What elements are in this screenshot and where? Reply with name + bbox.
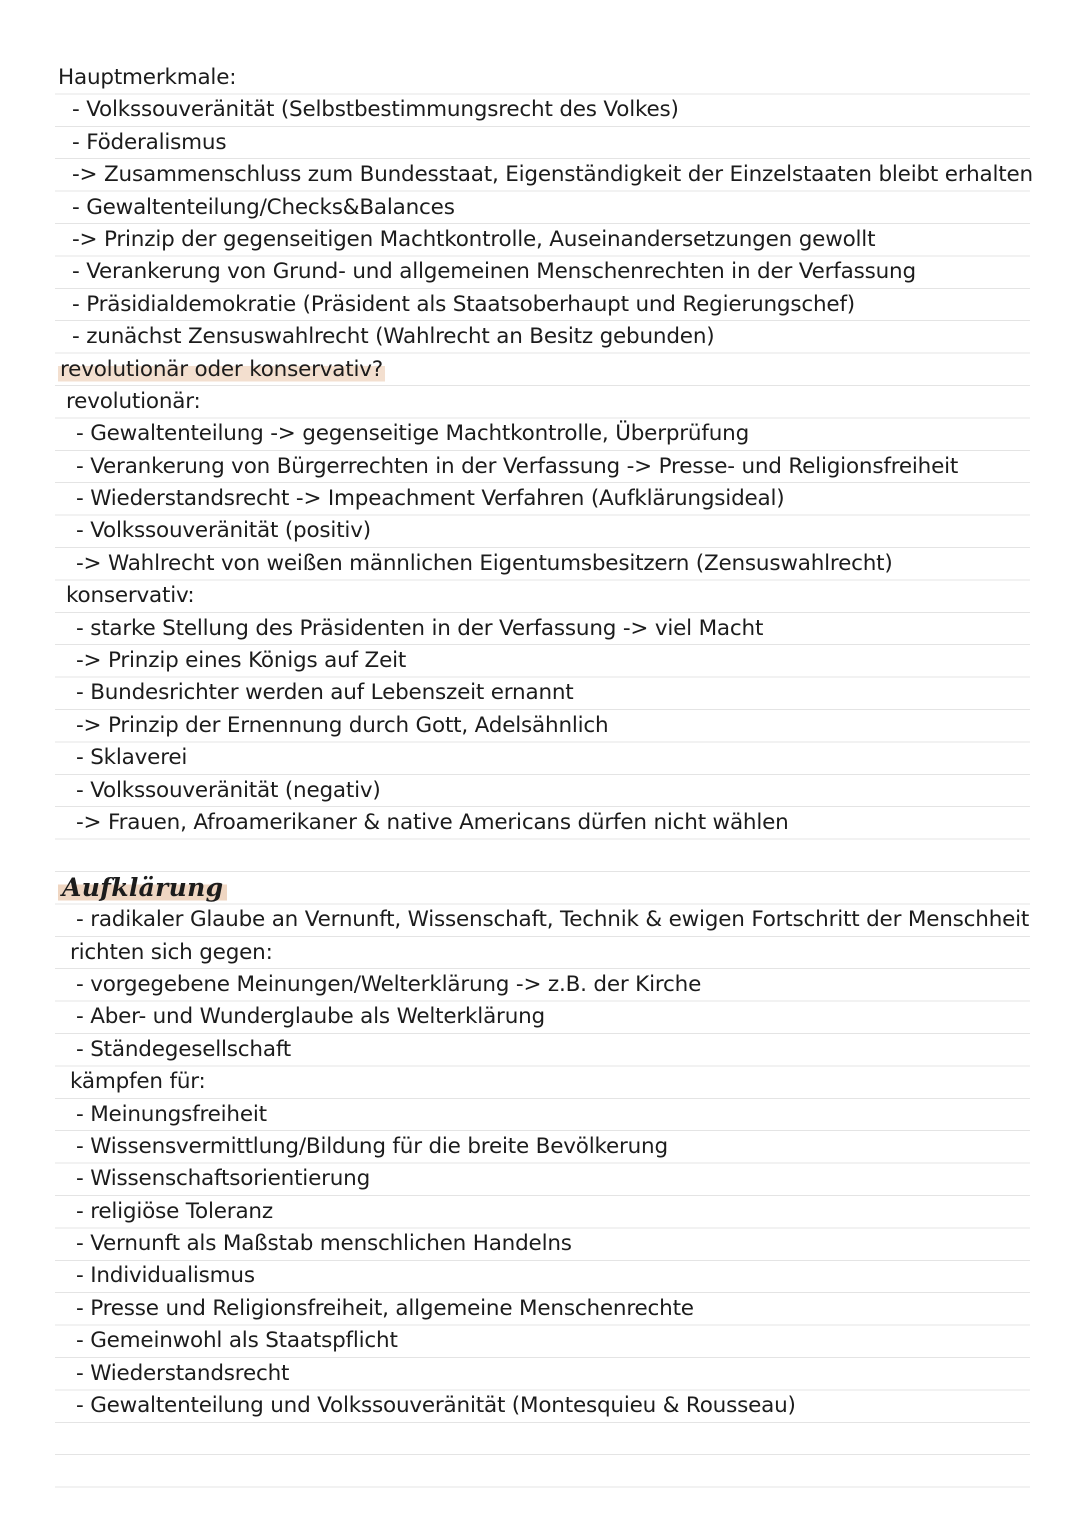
list-item: - Gemeinwohl als Staatspflicht [76,1328,398,1354]
list-item: - Sklaverei [76,745,188,771]
list-item: - Volkssouveränität (negativ) [76,777,381,803]
label-konservativ: konservativ: [66,583,195,609]
list-item: -> Zusammenschluss zum Bundesstaat, Eigenständigkeit der Einzelstaaten bleibt erhalten [72,162,1033,188]
list-item: - Verankerung von Bürgerrechten in der Verfassung -> Presse- und Religionsfreiheit [76,453,959,479]
notes-body [58,62,1033,1422]
list-item: - Präsidialdemokratie (Präsident als Staatsoberhaupt und Regierungschef) [72,291,856,317]
list-item: - Presse und Religionsfreiheit, allgemeine Menschenrechte [76,1295,694,1321]
list-item: - Wissensvermittlung/Bildung für die breite Bevölkerung [76,1133,668,1159]
page-title: Aufklärung [58,873,227,902]
list-item: - Individualismus [76,1263,255,1289]
label-kaempfen-fuer: kämpfen für: [70,1069,206,1095]
blank-line [58,839,1033,871]
list-item: - Vernunft als Maßstab menschlichen Handelns [76,1231,572,1257]
heading-hauptmerkmale: Hauptmerkmale: [58,65,237,90]
list-item: - starke Stellung des Präsidenten in der Verfassung -> viel Macht [76,615,764,641]
list-item: - Meinungsfreiheit [76,1101,267,1127]
highlighted-question: revolutionär oder konservativ? [60,356,383,382]
list-item: - Aber- und Wunderglaube als Welterklärung [76,1004,545,1030]
list-item: - Föderalismus [72,129,227,155]
section-title-aufklaerung [58,872,1033,904]
list-item: - Volkssouveränität (positiv) [76,518,371,544]
list-item: - Gewaltenteilung und Volkssouveränität (Montesquieu & Rousseau) [76,1393,796,1419]
list-item: - zunächst Zensuswahlrecht (Wahlrecht an Besitz gebunden) [72,324,715,350]
list-item: - Volkssouveränität (Selbstbestimmungsrecht des Volkes) [72,97,679,123]
list-item: - radikaler Glaube an Vernunft, Wissenschaft, Technik & ewigen Fortschritt der Menschheit [76,907,1030,933]
list-item: - Gewaltenteilung -> gegenseitige Machtkontrolle, Überprüfung [76,421,750,447]
list-item: -> Wahlrecht von weißen männlichen Eigentumsbesitzern (Zensuswahlrecht) [76,550,893,576]
list-item: -> Prinzip der gegenseitigen Machtkontrolle, Auseinandersetzungen gewollt [72,226,876,252]
question-heading [58,354,1033,386]
list-item: -> Prinzip eines Königs auf Zeit [76,648,407,674]
list-item: - Gewaltenteilung/Checks&Balances [72,194,455,220]
list-item: - vorgegebene Meinungen/Welterklärung -> z.B. der Kirche [76,971,702,997]
list-item: - Verankerung von Grund- und allgemeinen Menschenrechten in der Verfassung [72,259,916,285]
list-item: - Bundesrichter werden auf Lebenszeit ernannt [76,680,574,706]
list-item: -> Frauen, Afroamerikaner & native Americans dürfen nicht wählen [76,809,789,835]
label-revolutionaer: revolutionär: [66,388,201,414]
list-item: -> Prinzip der Ernennung durch Gott, Adelsähnlich [76,712,609,738]
label-richten-sich-gegen: richten sich gegen: [70,939,273,965]
list-item: - Wissenschaftsorientierung [76,1166,371,1192]
list-item: - religiöse Toleranz [76,1198,273,1224]
list-item: - Wiederstandsrecht [76,1360,290,1386]
list-item: - Ständegesellschaft [76,1036,292,1062]
list-item: - Wiederstandsrecht -> Impeachment Verfahren (Aufklärungsideal) [76,486,785,512]
